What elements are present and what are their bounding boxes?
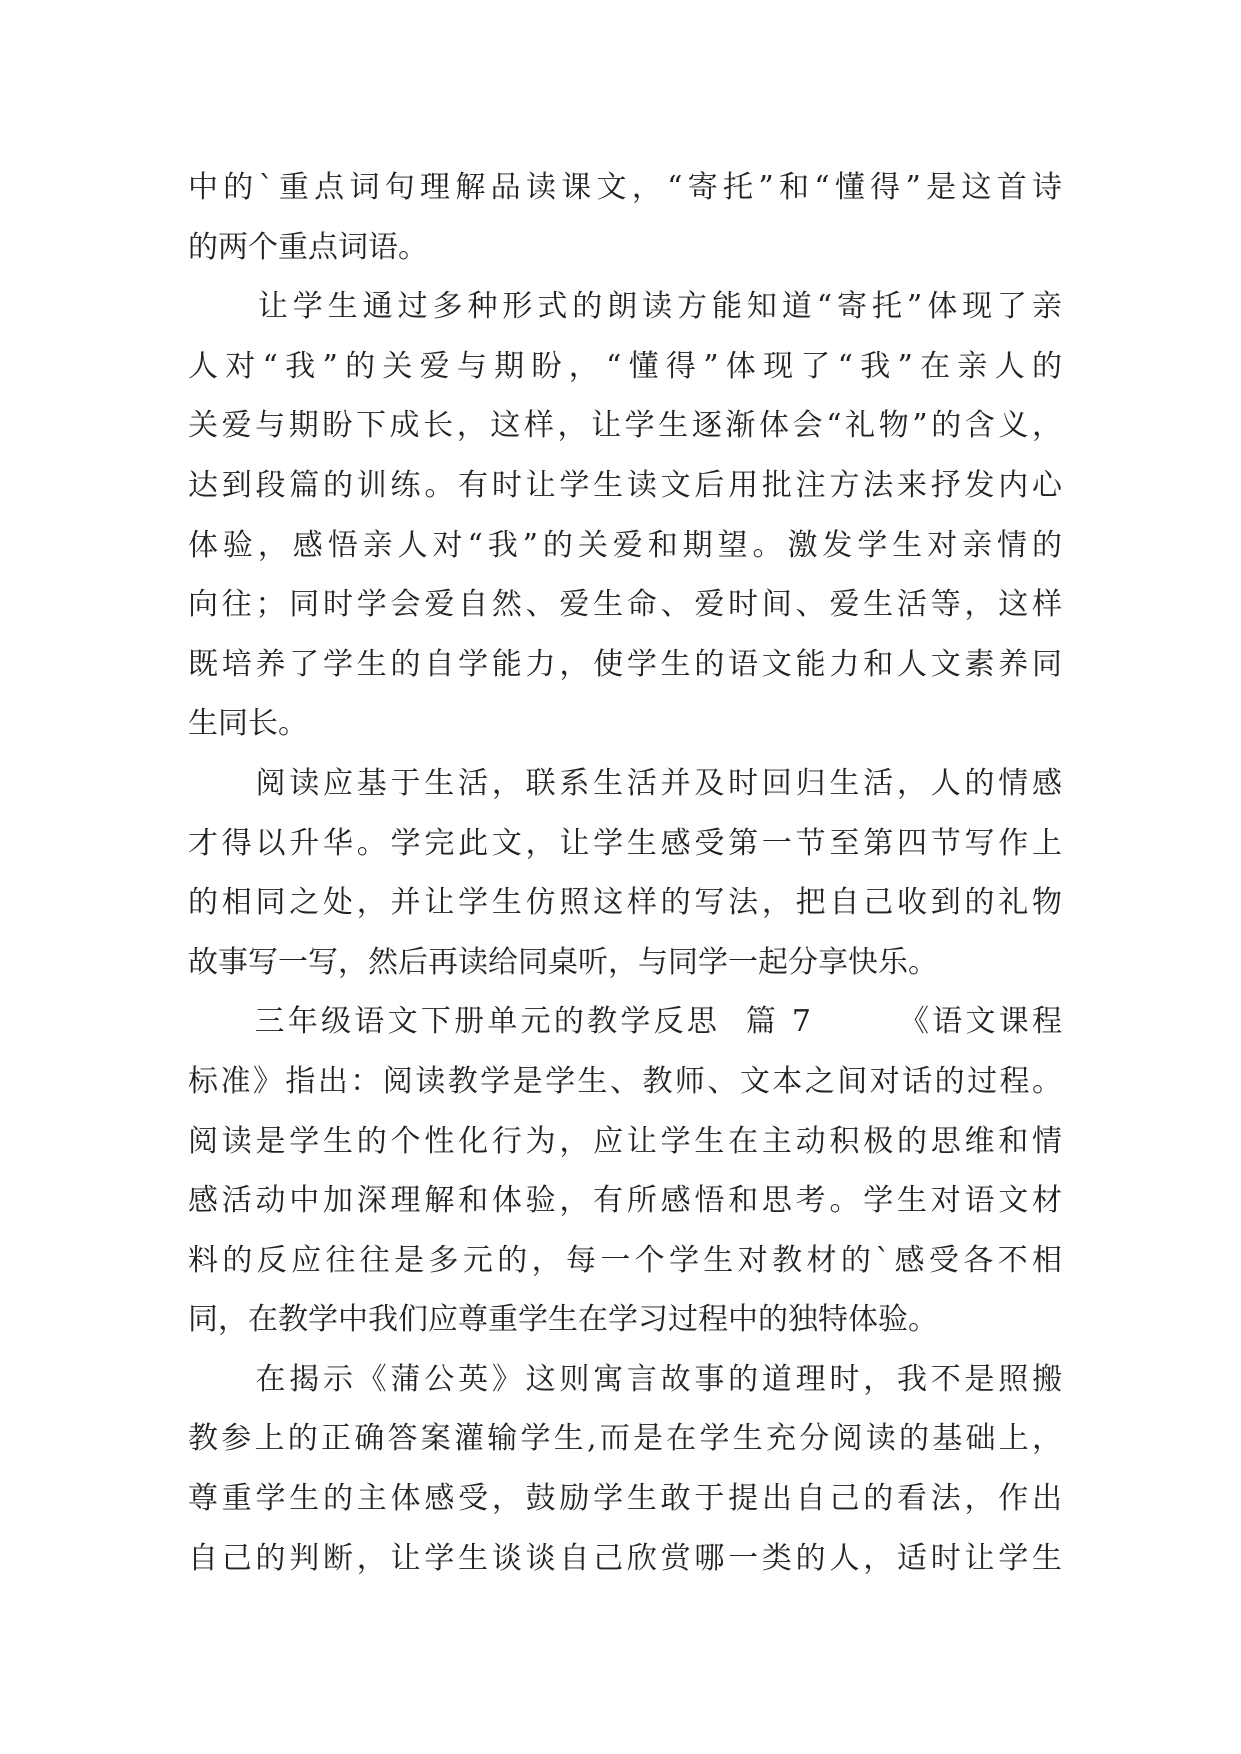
text-line: 三年级语文下册单元的教学反思 篇 7 《语文课程	[188, 1004, 1062, 1040]
text-line: 同，在教学中我们应尊重学生在学习过程中的独特体验。	[188, 1302, 938, 1338]
text-line: 料的反应往往是多元的，每一个学生对教材的`感受各不相	[188, 1242, 1062, 1278]
text-line: 的相同之处，并让学生仿照这样的写法，把自己收到的礼物	[188, 885, 1062, 921]
text-line: 才得以升华。学完此文，让学生感受第一节至第四节写作上	[188, 825, 1062, 861]
text-line: 标准》指出：阅读教学是学生、教师、文本之间对话的过程。	[188, 1063, 1062, 1099]
text-line: 故事写一写，然后再读给同桌听，与同学一起分享快乐。	[188, 944, 938, 980]
text-line: 阅读应基于生活，联系生活并及时回归生活，人的情感	[188, 765, 1062, 801]
text-line: 的两个重点词语。	[188, 229, 428, 265]
text-line: 自己的判断，让学生谈谈自己欣赏哪一类的人，适时让学生	[188, 1540, 1062, 1576]
text-line: 感活动中加深理解和体验，有所感悟和思考。学生对语文材	[188, 1183, 1062, 1219]
text-line: 关爱与期盼下成长，这样，让学生逐渐体会“礼物”的含义，	[188, 408, 1062, 444]
text-line: 尊重学生的主体感受，鼓励学生敢于提出自己的看法，作出	[188, 1481, 1062, 1517]
body-text	[188, 158, 1062, 1588]
text-line: 达到段篇的训练。有时让学生读文后用批注方法来抒发内心	[188, 467, 1062, 503]
text-line: 教参上的正确答案灌输学生,而是在学生充分阅读的基础上，	[188, 1421, 1062, 1457]
text-line: 既培养了学生的自学能力，使学生的语文能力和人文素养同	[188, 646, 1062, 682]
text-line: 在揭示《蒲公英》这则寓言故事的道理时，我不是照搬	[188, 1361, 1062, 1397]
text-line: 人对“我”的关爱与期盼，“懂得”体现了“我”在亲人的	[188, 348, 1062, 384]
text-line: 中的`重点词句理解品读课文，“寄托”和“懂得”是这首诗	[188, 170, 1062, 205]
text-line: 让学生通过多种形式的朗读方能知道“寄托”体现了亲	[188, 289, 1062, 325]
text-line: 生同长。	[188, 706, 308, 742]
text-line: 阅读是学生的个性化行为，应让学生在主动积极的思维和情	[188, 1123, 1062, 1159]
text-line: 体验，感悟亲人对“我”的关爱和期望。激发学生对亲情的	[188, 527, 1062, 563]
text-line: 向往；同时学会爱自然、爱生命、爱时间、爱生活等，这样	[188, 587, 1062, 623]
